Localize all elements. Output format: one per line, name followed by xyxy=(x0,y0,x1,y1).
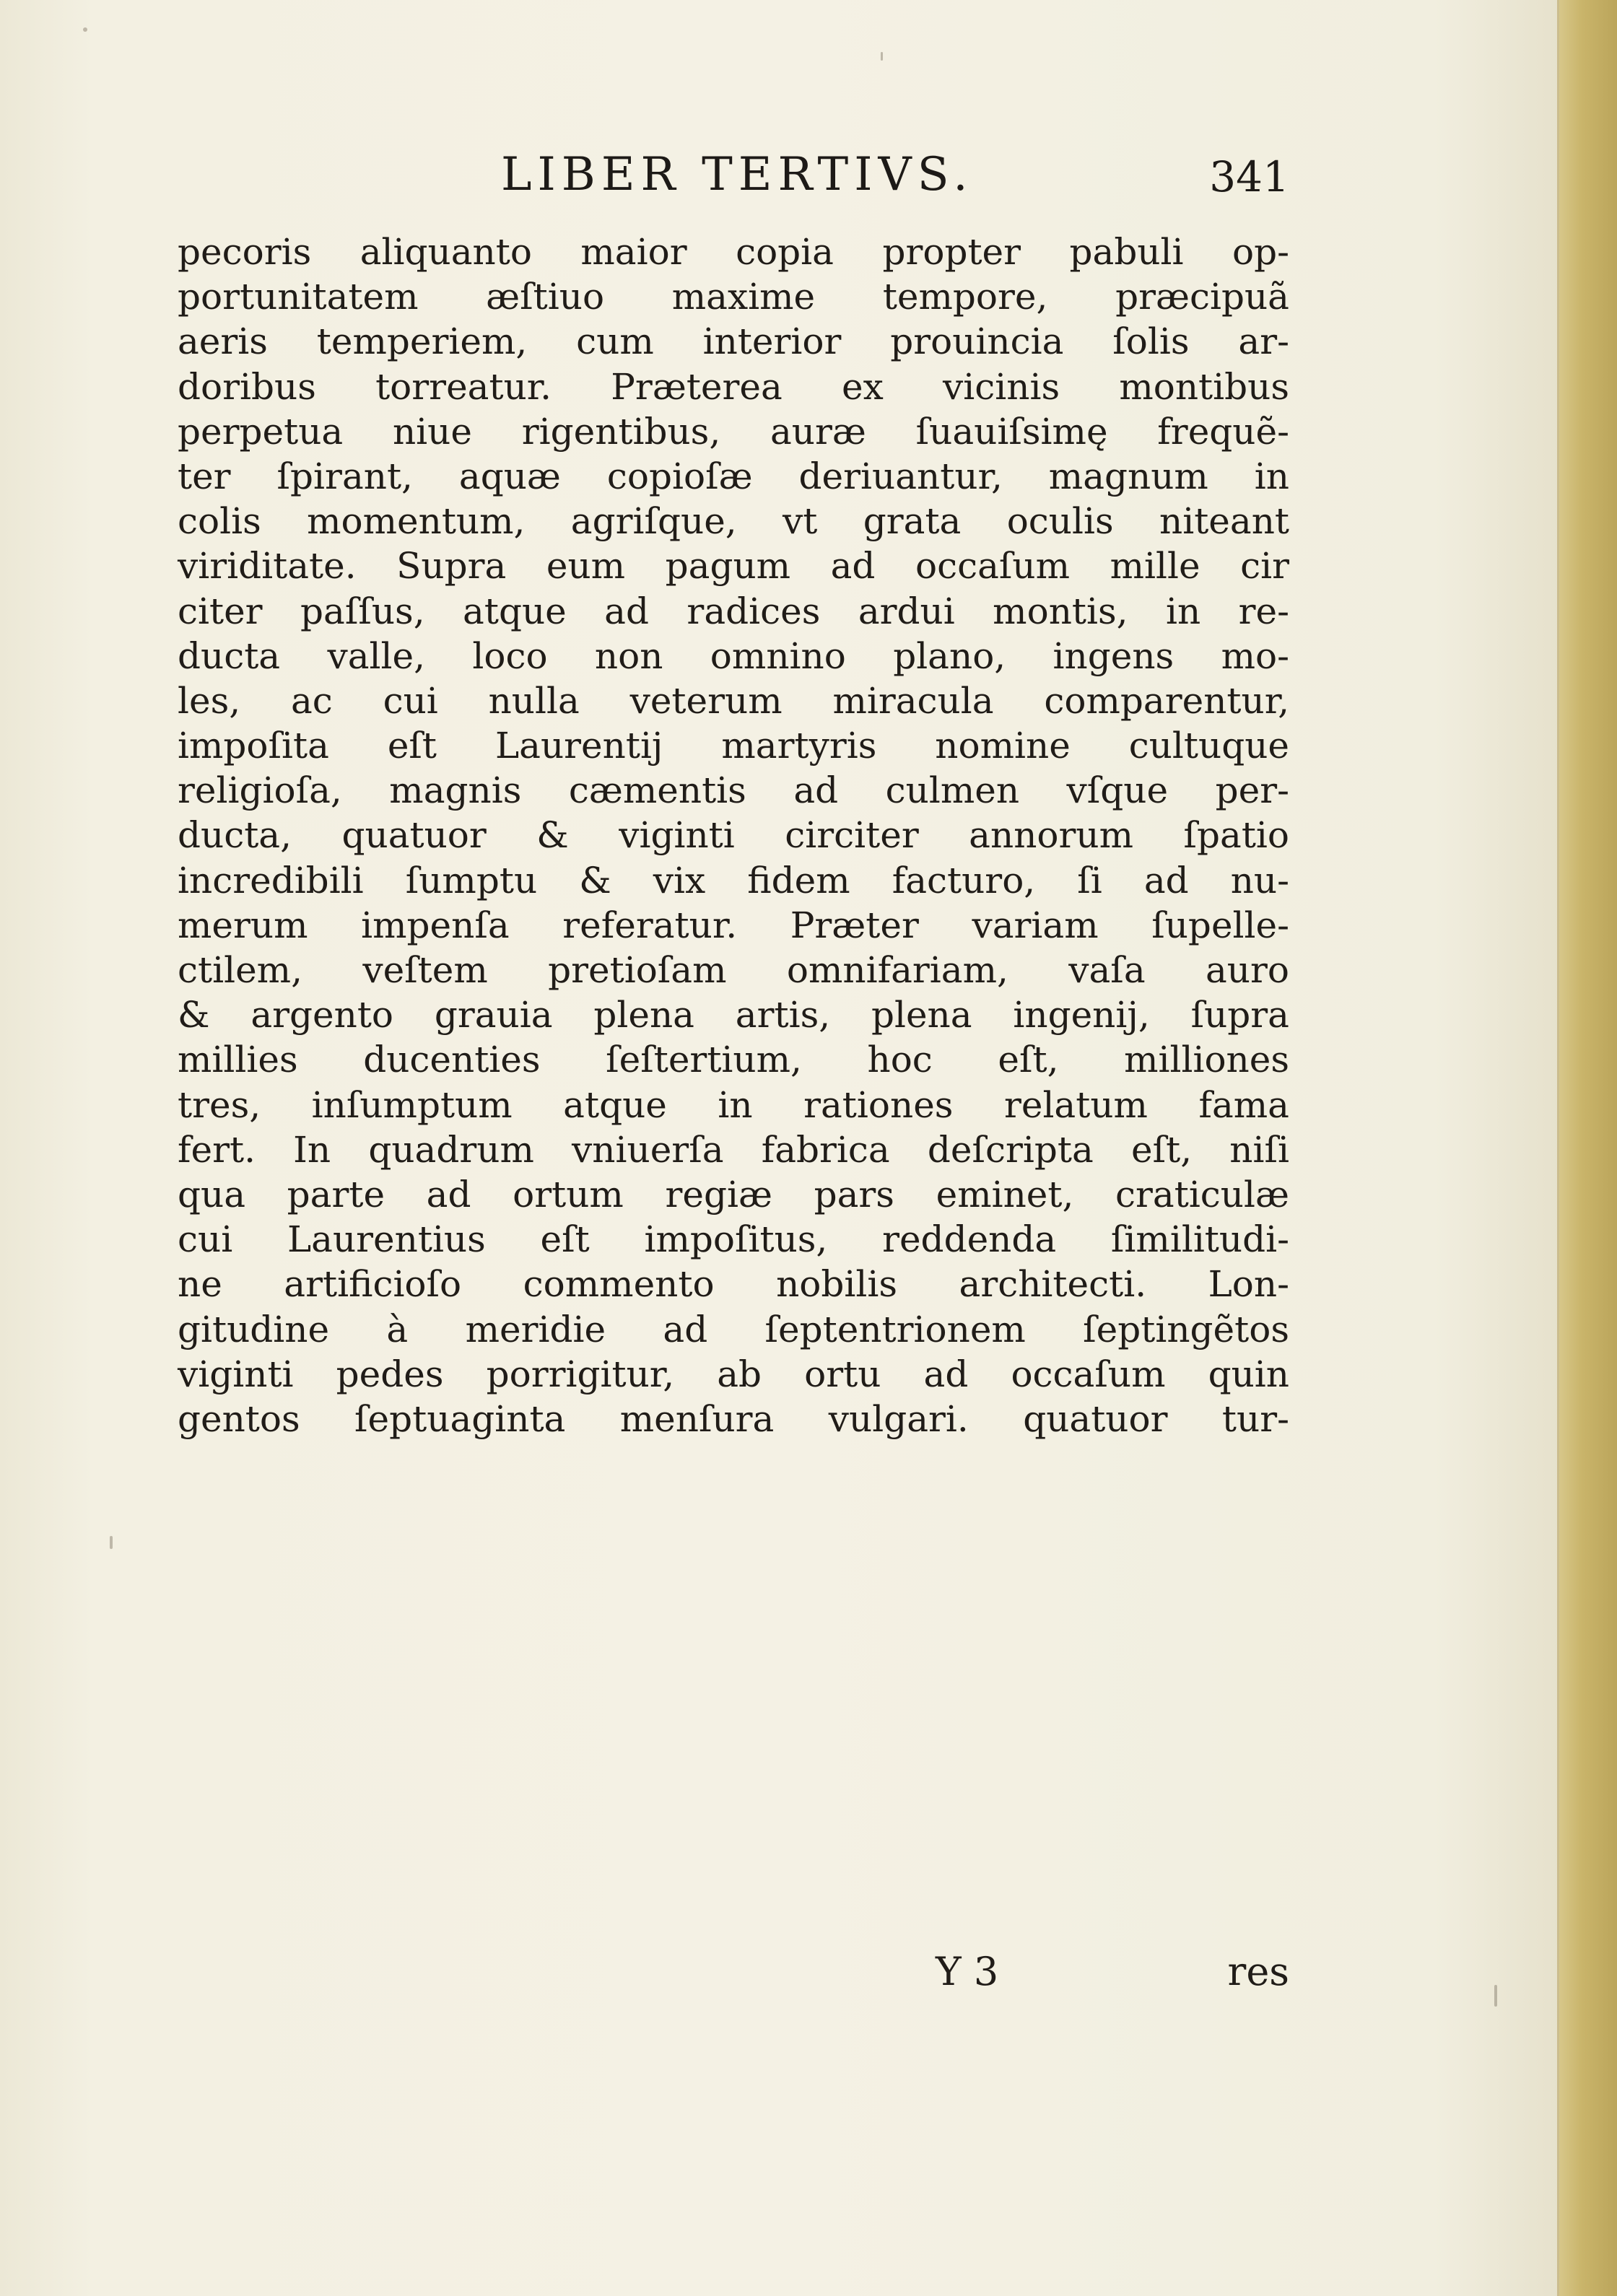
body-text xyxy=(178,230,1289,1441)
text-line: citer paſſus, atque ad radices ardui montis, in re- xyxy=(178,590,1289,632)
text-line: gitudine à meridie ad ſeptentrionem ſeptingẽtos xyxy=(178,1308,1289,1350)
page-footer xyxy=(178,1949,1289,1999)
text-line: impoſita eſt Laurentij martyris nomine cultuque xyxy=(178,725,1289,767)
text-line: viriditate. Supra eum pagum ad occaſum mille cir xyxy=(178,545,1289,588)
text-line: qua parte ad ortum regiæ pars eminet, craticulæ xyxy=(178,1173,1289,1215)
text-line: gentos ſeptuaginta menſura vulgari. quatuor tur- xyxy=(178,1397,1289,1440)
paper-speck xyxy=(110,1536,113,1549)
text-line: fert. In quadrum vniuerſa fabrica deſcripta eſt, niſi xyxy=(178,1128,1289,1171)
page-number: 341 xyxy=(1209,152,1289,201)
text-line: aeris temperiem, cum interior prouincia ſolis ar- xyxy=(178,320,1289,363)
text-line: doribus torreatur. Prӕterea ex vicinis montibus xyxy=(178,365,1289,408)
text-line: ducta valle, loco non omnino plano, ingens mo- xyxy=(178,634,1289,677)
text-line: les, ac cui nulla veterum miracula comparentur, xyxy=(178,679,1289,722)
text-line: cui Laurentius eſt impoſitus, reddenda ſimilitudi- xyxy=(178,1218,1289,1261)
text-line: religioſa, magnis cæmentis ad culmen vſque per- xyxy=(178,769,1289,812)
text-line: ctilem, veſtem pretioſam omnifariam, vaſa auro xyxy=(178,949,1289,991)
text-line: viginti pedes porrigitur, ab ortu ad occaſum quin xyxy=(178,1353,1289,1395)
text-line: ne artificioſo commento nobilis architecti. Lon- xyxy=(178,1263,1289,1306)
text-line: portunitatem æſtiuo maxime tempore, præcipuã xyxy=(178,276,1289,318)
text-line: millies ducenties ſeſtertium, hoc eſt, milliones xyxy=(178,1039,1289,1081)
text-line: colis momentum, agriſque, vt grata oculis niteant xyxy=(178,500,1289,543)
paper-speck xyxy=(83,27,87,32)
paper-speck xyxy=(1494,1985,1497,2007)
text-line: incredibili ſumptu & vix fidem facturo, ſi ad nu- xyxy=(178,859,1289,902)
page-edge-shadow xyxy=(1559,0,1617,2296)
running-title: LIBER TERTIVS. xyxy=(501,148,974,201)
paper-speck xyxy=(881,52,883,61)
text-line: ter ſpirant, aquæ copioſæ deriuantur, magnum in xyxy=(178,455,1289,497)
text-line: ducta, quatuor & viginti circiter annorum ſpatio xyxy=(178,814,1289,857)
text-line: pecoris aliquanto maior copia propter pabuli op- xyxy=(178,231,1289,273)
text-line: merum impenſa referatur. Præter variam ſupelle- xyxy=(178,904,1289,946)
page-header xyxy=(178,148,1289,213)
text-line: perpetua niue rigentibus, auræ ſuauiſsimę frequẽ- xyxy=(178,410,1289,453)
catchword: res xyxy=(1227,1949,1289,1994)
signature-mark: Y 3 xyxy=(936,1949,999,1994)
text-line: & argento grauia plena artis, plena ingenij, ſupra xyxy=(178,994,1289,1036)
text-line: tres, inſumptum atque in rationes relatum fama xyxy=(178,1083,1289,1126)
